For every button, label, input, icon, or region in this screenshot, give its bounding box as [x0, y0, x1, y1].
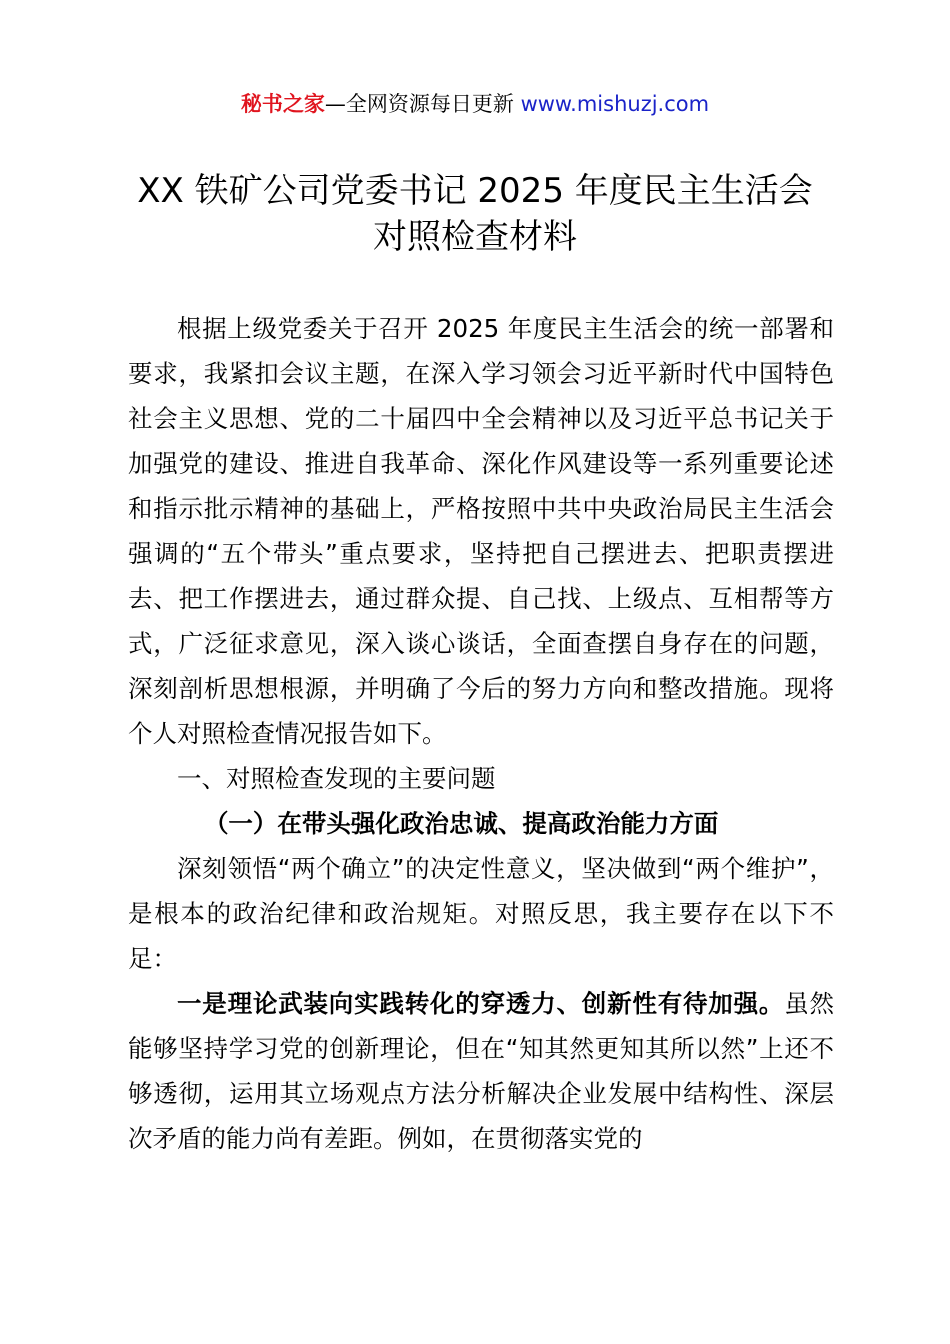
title-line-2: 对照检查材料	[373, 217, 577, 257]
point-1-text: 虽然能够坚持学习党的创新理论，但在“知其然更知其所以然”上还不够透彻，运用其立场观点方法分析解决企业发展中结构性、深层次矛盾的能力尚有差距。例如，在贯彻落实党的	[128, 989, 835, 1153]
point-1-paragraph	[128, 981, 834, 1161]
document-title	[0, 168, 950, 260]
document-body	[128, 306, 834, 1161]
subsection-heading-1: （一）在带头强化政治忠诚、提高政治能力方面	[203, 809, 719, 838]
title-line-1: XX 铁矿公司党委书记 2025 年度民主生活会	[137, 171, 813, 211]
site-header	[0, 89, 950, 119]
subsection-1-paragraph: 深刻领悟“两个确立”的决定性意义，坚决做到“两个维护”，是根本的政治纪律和政治规矩。对照反思，我主要存在以下不足：	[128, 854, 834, 973]
point-1-heading: 一是理论武装向实践转化的穿透力、创新性有待加强。	[177, 989, 785, 1018]
intro-paragraph: 根据上级党委关于召开 2025 年度民主生活会的统一部署和要求，我紧扣会议主题，在深入学习领会习近平新时代中国特色社会主义思想、党的二十届四中全会精神以及习近平总书记关于加强党的建设、推进自我革命、深化作风建设等一系列重要论述和指示批示精神的基础上，严格按照中共中央政治局民主生活会强调的“五个带头”重点要求，坚持把自己摆进去、把职责摆进去、把工作摆进去，通过群众提、自己找、上级点、互相帮等方式，广泛征求意见，深入谈心谈话，全面查摆自身存在的问题，深刻剖析思想根源，并明确了今后的努力方向和整改措施。现将个人对照检查情况报告如下。	[128, 314, 834, 748]
site-name: 秘书之家	[240, 92, 325, 116]
section-heading-1: 一、对照检查发现的主要问题	[177, 764, 496, 793]
site-tagline: —全网资源每日更新	[324, 92, 521, 116]
site-url-link[interactable]: www.mishuzj.com	[520, 92, 710, 116]
